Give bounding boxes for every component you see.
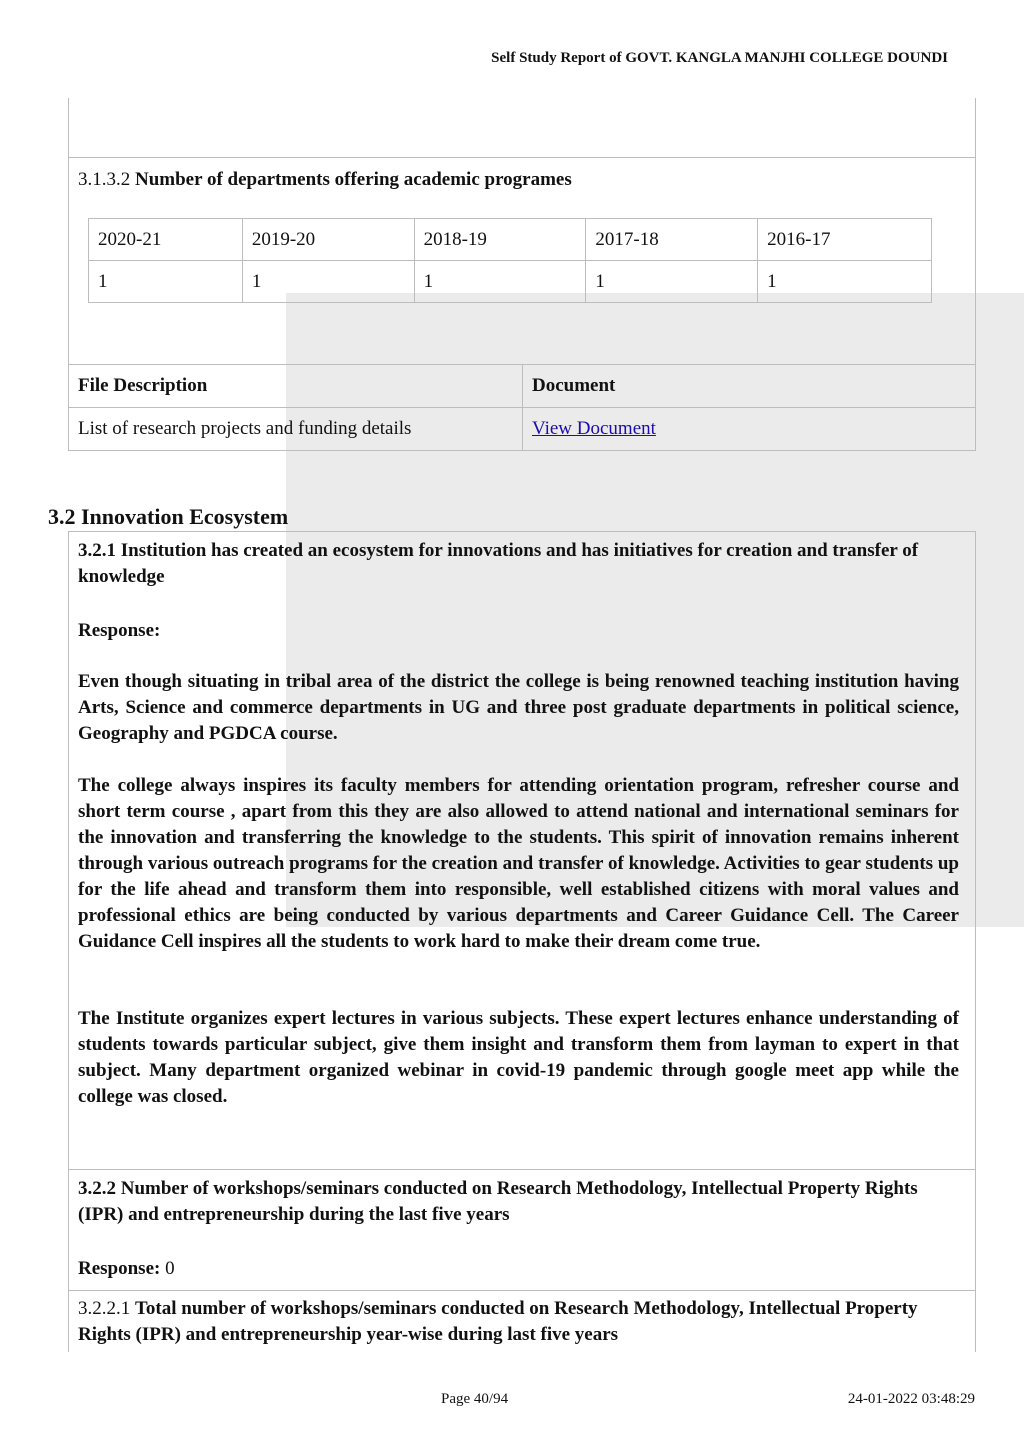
file-row <box>69 408 976 451</box>
metric-3221-left-border <box>68 1290 69 1352</box>
file-description: List of research projects and funding details <box>69 408 523 451</box>
view-document-link[interactable]: View Document <box>532 418 656 439</box>
metric-3221-number: 3.2.2.1 <box>78 1298 131 1319</box>
metric-322-response <box>78 1256 175 1282</box>
year-cell: 2016-17 <box>758 219 932 261</box>
file-header-row <box>69 365 976 408</box>
document-header: Document <box>523 365 976 408</box>
metric-3221-right-border <box>975 1290 976 1352</box>
value-cell: 1 <box>758 261 932 303</box>
value-row <box>89 261 932 303</box>
metric-321-paragraph: Even though situating in tribal area of the district the college is being renowned teaching institution having Arts, Science and commerce departments in UG and three post graduate departments in political science, Geography and PGDCA course. <box>78 671 959 744</box>
value-cell: 1 <box>89 261 243 303</box>
metric-3132-heading <box>78 167 572 193</box>
year-cell: 2018-19 <box>414 219 586 261</box>
metric-322-title: Number of workshops/seminars conducted on Research Methodology, Intellectual Property Rights (IPR) and entrepreneurship during the last five years <box>78 1178 918 1225</box>
metric-321-response-label: Response: <box>78 620 161 641</box>
metric-322-number: 3.2.2 <box>78 1178 116 1199</box>
metric-322-response-value: 0 <box>165 1258 175 1279</box>
year-table <box>88 218 932 303</box>
file-table <box>68 364 976 451</box>
box-left-border <box>68 98 69 158</box>
report-header: Self Study Report of GOVT. KANGLA MANJHI COLLEGE DOUNDI <box>491 50 948 66</box>
footer-timestamp: 24-01-2022 03:48:29 <box>847 1391 975 1407</box>
value-cell: 1 <box>242 261 414 303</box>
year-cell: 2020-21 <box>89 219 243 261</box>
metric-3221-title: Total number of workshops/seminars conducted on Research Methodology, Intellectual Property Rights (IPR) and entrepreneurship year-wise during last five years <box>78 1298 918 1345</box>
value-cell: 1 <box>586 261 758 303</box>
year-cell: 2017-18 <box>586 219 758 261</box>
year-row <box>89 219 932 261</box>
document-cell <box>523 408 976 451</box>
metric-321-paragraph: The Institute organizes expert lectures in various subjects. These expert lectures enhance understanding of students towards particular subject, give them insight and transform them from layman to expert in that subject. Many department organized webinar in covid-19 pandemic through google meet app while the college was closed. <box>78 1008 959 1107</box>
box-right-border <box>975 98 976 158</box>
metric-322-heading <box>78 1176 959 1228</box>
page-number: Page 40/94 <box>441 1391 509 1407</box>
metric-3132-title: Number of departments offering academic programes <box>135 169 572 190</box>
year-cell: 2019-20 <box>242 219 414 261</box>
metric-322-response-label: Response: <box>78 1258 161 1279</box>
metric-321-paragraph: The college always inspires its faculty members for attending orientation program, refresher course and short term course , apart from this they are also allowed to attend national and international seminars for the innovation and transferring the knowledge to the students. This spirit of innovation remains inherent through various outreach programs for the creation and transfer of knowledge. Activities to gear students up for the life ahead and transform them into responsible, well established citizens with moral values and professional ethics are being conducted by various departments and Career Guidance Cell. The Career Guidance Cell inspires all the students to work hard to make their dream come true. <box>78 775 959 952</box>
metric-321-title: 3.2.1 Institution has created an ecosystem for innovations and has initiatives for creation and transfer of knowledge <box>78 540 919 587</box>
file-description-header: File Description <box>69 365 523 408</box>
section-title: 3.2 Innovation Ecosystem <box>48 504 289 529</box>
value-cell: 1 <box>414 261 586 303</box>
metric-3221-top-border <box>68 1290 976 1291</box>
metric-3132-number: 3.1.3.2 <box>78 169 131 190</box>
metric-3221-heading <box>78 1296 959 1348</box>
